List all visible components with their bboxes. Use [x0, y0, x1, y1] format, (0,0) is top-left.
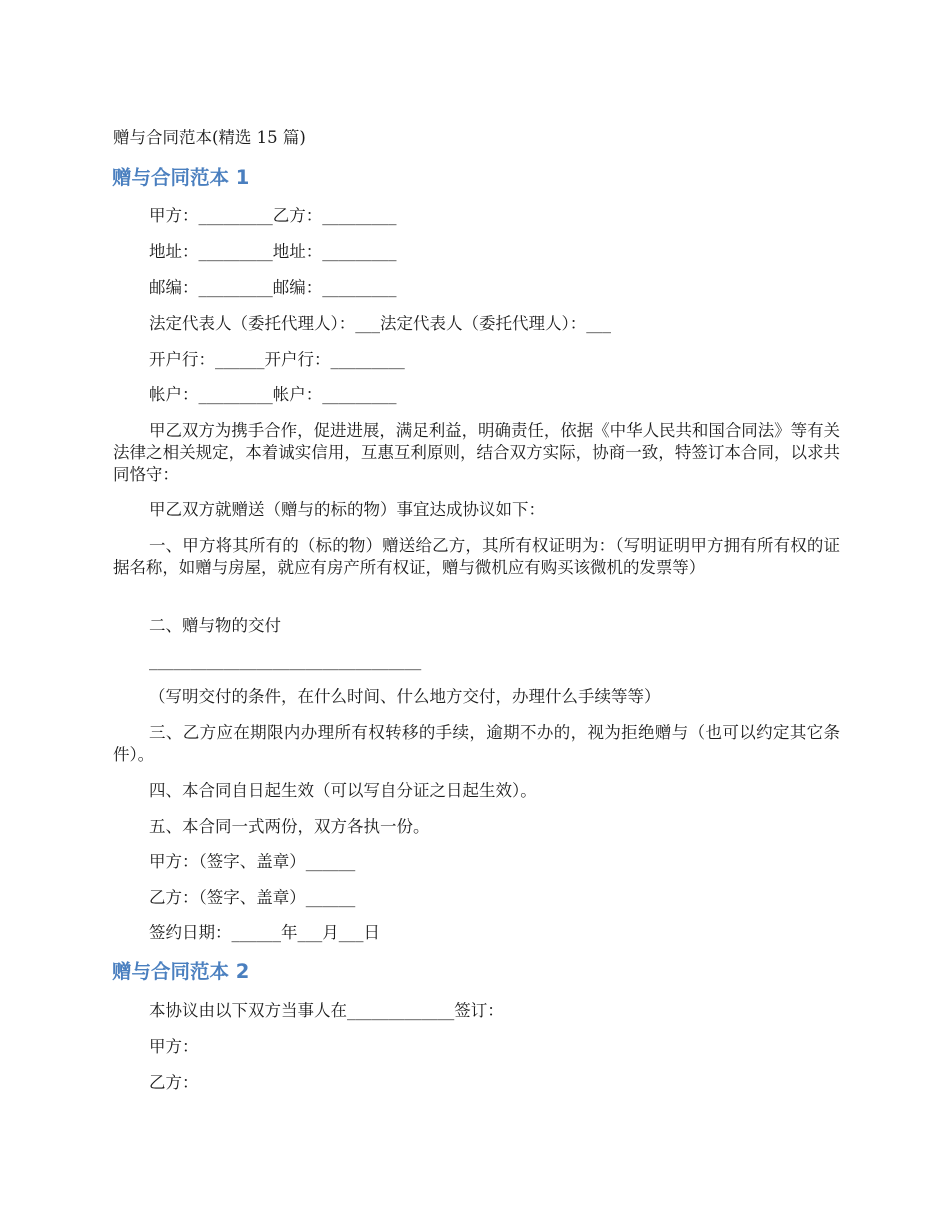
clause-2-note: （写明交付的条件，在什么时间、什么地方交付，办理什么手续等等） — [149, 687, 661, 706]
clause-3: 三、乙方应在期限内办理所有权转移的手续，逾期不办的，视为拒绝赠与（也可以约定其它条件）。 — [113, 723, 840, 764]
document-title: 赠与合同范本(精选 15 篇) — [113, 128, 306, 147]
representative-line: 法定代表人（委托代理人）：___法定代表人（委托代理人）：___ — [149, 314, 611, 333]
clause-1: 一、甲方将其所有的（标的物）赠送给乙方，其所有权证明为：（写明证明甲方拥有所有权的证据名称，如赠与房屋，就应有房产所有权证，赠与微机应有购买该微机的发票等） — [113, 536, 840, 577]
postcode-line: 邮编：_________邮编：_________ — [149, 278, 397, 297]
section-heading-1: 赠与合同范本 1 — [112, 166, 250, 189]
intro-paragraph: 甲乙双方为携手合作，促进进展，满足利益，明确责任，依据《中华人民共和国合同法》等有关法律之相关规定，本着诚实信用，互惠互利原则，结合双方实际，协商一致，特签订本合同，以求共同恪守： — [113, 421, 840, 484]
section-2-party-a: 甲方： — [149, 1037, 199, 1056]
clause-2-title: 二、赠与物的交付 — [149, 616, 281, 635]
section-heading-2: 赠与合同范本 2 — [112, 960, 250, 983]
signature-party-b: 乙方：（签字、盖章）______ — [149, 888, 356, 907]
account-line: 帐户：_________帐户：_________ — [149, 385, 397, 404]
agreement-line: 甲乙双方就赠送（赠与的标的物）事宜达成协议如下： — [149, 500, 545, 519]
signing-date: 签约日期：______年___月___日 — [149, 923, 380, 942]
signature-party-a: 甲方：（签字、盖章）______ — [149, 852, 356, 871]
clause-5: 五、本合同一式两份，双方各执一份。 — [149, 817, 430, 836]
section-2-party-b: 乙方： — [149, 1073, 199, 1092]
address-line: 地址：_________地址：_________ — [149, 242, 397, 261]
bank-line: 开户行：______开户行：_________ — [149, 350, 405, 369]
section-2-intro: 本协议由以下双方当事人在_____________签订： — [149, 1001, 504, 1020]
clause-2-blank: _________________________________ — [149, 651, 422, 670]
clause-4: 四、本合同自日起生效（可以写自分证之日起生效）。 — [149, 781, 537, 800]
party-line: 甲方：_________乙方：_________ — [149, 206, 397, 225]
